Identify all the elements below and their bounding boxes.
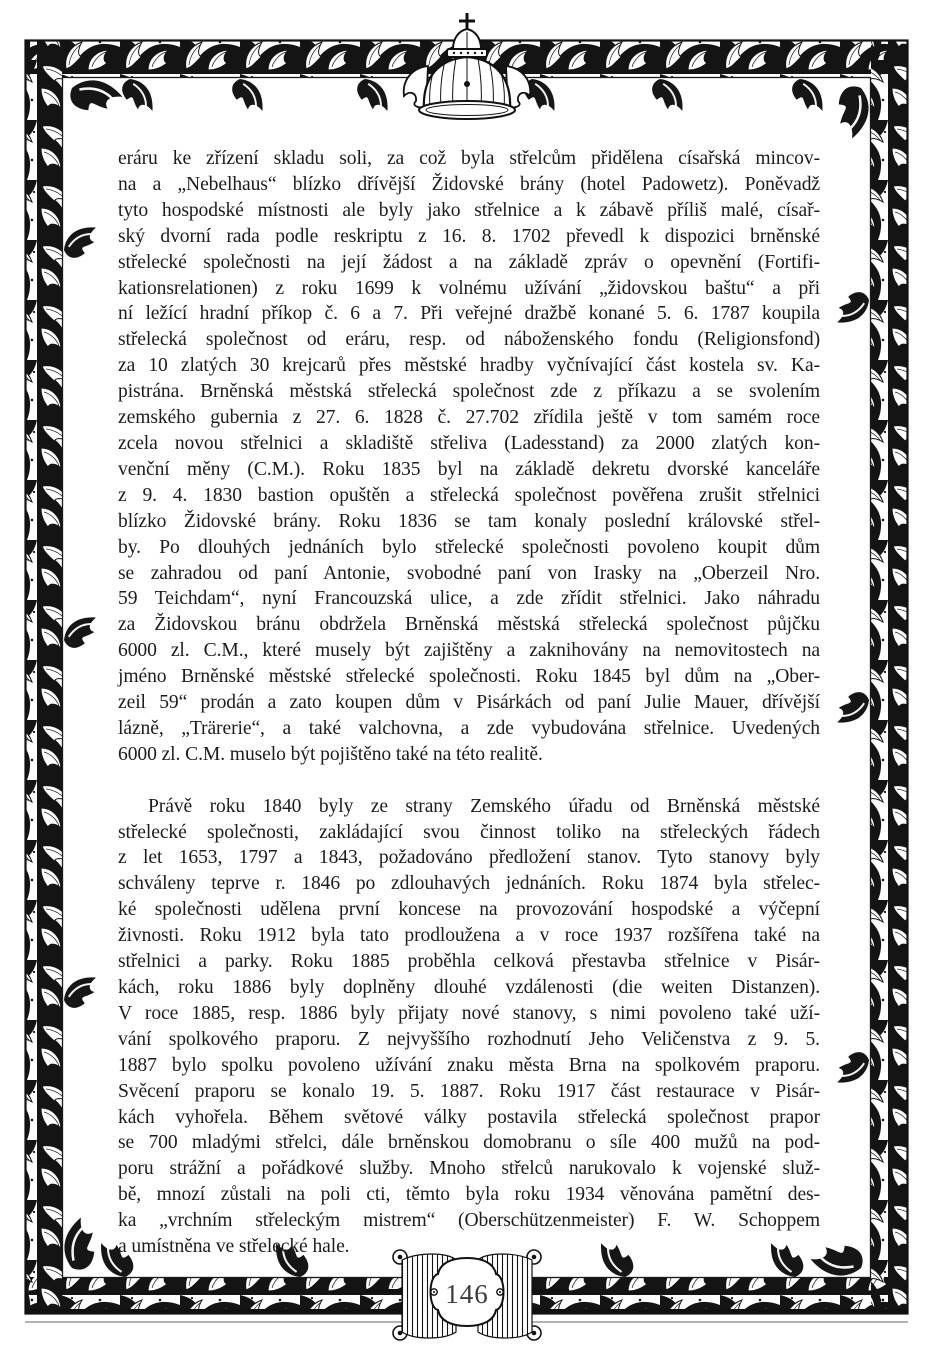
text-line: by. Po dlouhých jednáních bylo střelecké společnosti povoleno koupit dům [118,536,820,558]
text-line: zcela novou střelnici a skladiště střeliva (Ladesstand) za 2000 zlatých kon- [118,432,820,454]
text-line: z let 1653, 1797 a 1843, požadováno předložení stanov. Tyto stanovy byly [118,847,820,869]
text-line: za Židovskou bránu obdržela Brněnská městská střelecká společnost půjčku [118,614,820,636]
text-line: střelecké společnosti na její žádost a na základě zpráv o opevnění (Fortifi- [118,251,820,273]
text-line: zeil 59“ prodán a zato koupen dům v Pisárkách od paní Julie Mauer, dřívější [118,692,820,714]
text-line: eráru ke zřízení skladu soli, za což byla střelcům přidělena císařská mincov- [118,148,820,169]
paragraph [118,146,820,768]
text-line: vání spolkového praporu. Z nejvyššího rozhodnutí Jeho Veličenstva z 9. 5. [118,1028,820,1050]
paragraph [118,794,820,1260]
text-line: poru strážní a pořádkové služby. Mnoho střelců narukovalo k vojenské služ- [118,1158,820,1180]
text-line: lázně, „Trärerie“, a také valchovna, a zde vybudována střelnice. Uvedených [118,717,820,739]
text-line: Svěcení praporu se konalo 19. 5. 1887. Roku 1917 část restaurace v Pisár- [118,1080,820,1102]
text-line: kách, roku 1886 byly doplněny dlouhé vzdálenosti (die weiten Distanzen). [118,976,820,998]
text-line: 1887 bylo spolku povoleno užívání znaku města Brna na spolkovém praporu. [118,1054,820,1076]
text-line: venční měny (C.M.). Roku 1835 byl na základě dekretu dvorské kanceláře [118,458,820,480]
page-number: 146 [445,1279,489,1309]
text-line: 59 Teichdam“, nyní Francouzská ulice, a zde zřídit střelnici. Jako náhradu [118,588,820,610]
text-line: střelnici a parky. Roku 1885 proběhla celková přestavba střelnice v Pisár- [118,951,820,973]
text-line: 6000 zl. C.M., které musely být zajištěny a zaknihovány na nemovitostech na [118,640,820,662]
text-line: se 700 mladými střelci, dále brněnskou domobranu o síle 400 mužů na pod- [118,1132,820,1154]
text-line: jméno Brněnské městské střelecké společnosti. Roku 1845 byl dům na „Ober- [118,666,820,688]
text-line: ké společnosti udělena první koncese na provozování hospodské a výčepní [118,899,820,921]
text-line: za 10 zlatých 30 krejcarů přes městské hradby vyčnívající část kostela sv. Ka- [118,355,820,377]
text-line: z 9. 4. 1830 bastion opuštěn a střelecká společnost pověřena zrušit střelnici [118,484,820,506]
text-line: 6000 zl. C.M. muselo být pojištěno také na této realitě. [118,743,543,765]
text-line: pistrána. Brněnská městská střelecká společnost zde z příkazu a se svolením [118,381,820,403]
text-line: zemského gubernia z 27. 6. 1828 č. 27.702 zřídila ještě v tom samém roce [118,407,820,429]
text-line: ka „vrchním střeleckým mistrem“ (Oberschützenmeister) F. W. Schoppem [118,1210,820,1232]
text-line: živnosti. Roku 1912 byla tato prodloužena a v roce 1937 rozšířena také na [118,925,820,947]
text-line: tyto hospodské místnosti ale byly jako střelnice a k zábavě příliš malé, císař- [118,199,820,221]
text-line: bě, mnozí zůstali na poli cti, těmto byla roku 1934 věnována pamětní des- [118,1184,820,1206]
text-line: kationsrelationen) z roku 1699 k volnému užívání „židovskou baštu“ a při [118,277,820,299]
text-line: Právě roku 1840 byly ze strany Zemského úřadu od Brněnská městské [148,795,820,817]
text-line: ní ležící hradní příkop č. 6 a 7. Při veřejné dražbě konané 5. 6. 1787 koupila [118,303,820,325]
text-block [118,146,820,1260]
text-line: střelecká společnost od eráru, resp. od náboženského fondu (Religionsfond) [118,329,820,351]
text-line: V roce 1885, resp. 1886 byly přijaty nové stanovy, s nimi povoleno také uží- [118,1002,820,1024]
text-line: střelecké společnosti, zakládající svou činnost toliko na střeleckých řádech [118,821,820,843]
text-line: kách vyhořela. Během světové války postavila střelecká společnost prapor [118,1106,820,1128]
text-line: ský dvorní rada podle reskriptu z 16. 8. 1702 převedl k dispozici brněnské [118,225,820,247]
text-line: na a „Nebelhaus“ blízko dřívější Židovské brány (hotel Padowetz). Poněvadž [118,173,820,195]
text-line: se zahradou od paní Antonie, svobodné paní von Irasky na „Oberzeil Nro. [118,562,820,584]
text-line: blízko Židovské brány. Roku 1836 se tam konaly poslední královské střel- [118,510,820,532]
text-line: schváleny teprve r. 1846 po zdlouhavých jednáních. Roku 1874 byla střelec- [118,873,820,895]
text-line: a umístněna ve střelecké hale. [118,1236,350,1258]
